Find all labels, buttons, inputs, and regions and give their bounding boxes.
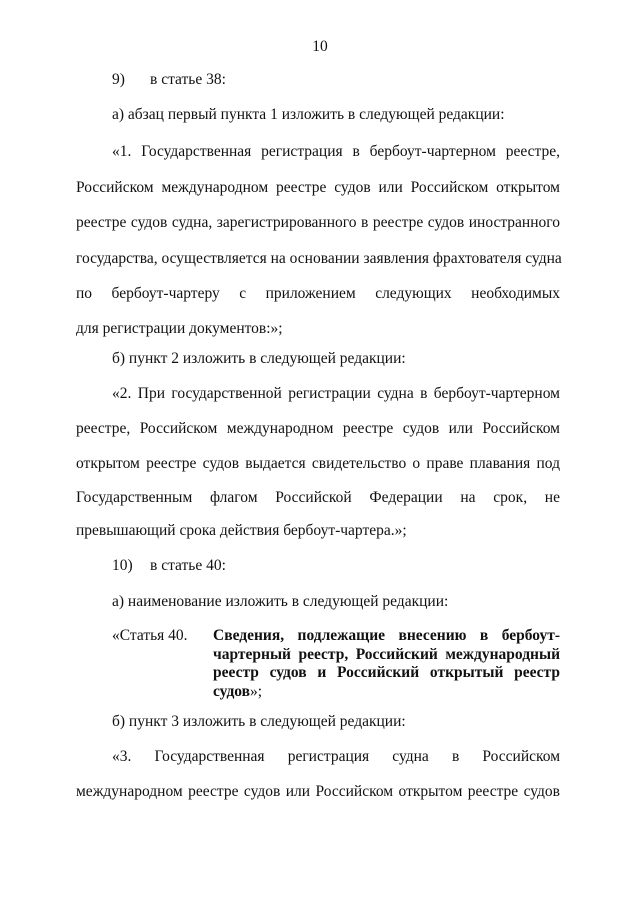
- article-title-tail: »;: [250, 682, 263, 700]
- paragraph-line: открытом реестре судов выдается свидетельство о праве плавания под: [76, 455, 560, 472]
- paragraph-line: международном реестре судов или Российском открытом реестре судов: [76, 783, 560, 800]
- paragraph-line: реестре судов судна, зарегистрированного в реестре судов иностранного: [76, 214, 560, 231]
- article-label: «Статья 40.: [112, 627, 188, 644]
- subitem-a-heading: а) наименование изложить в следующей редакции:: [112, 593, 449, 610]
- subitem-b-heading: б) пункт 3 изложить в следующей редакции:: [112, 713, 406, 730]
- paragraph-line: Российском международном реестре судов или Российском открытом: [76, 179, 560, 196]
- paragraph-line: для регистрации документов:»;: [76, 320, 283, 337]
- paragraph-line: «1. Государственная регистрация в бербоут-чартерном реестре,: [112, 143, 560, 160]
- paragraph-line: Государственным флагом Российской Федерации на срок, не: [76, 489, 560, 506]
- paragraph-line: по бербоут-чартеру с приложением следующих необходимых: [76, 285, 560, 302]
- list-item-number: 10): [112, 557, 133, 574]
- paragraph-line: превышающий срока действия бербоут-чартера.»;: [76, 522, 407, 539]
- subitem-a-heading: а) абзац первый пункта 1 изложить в следующей редакции:: [112, 106, 505, 123]
- paragraph-line: реестре, Российском международном реестре судов или Российском: [76, 420, 560, 437]
- list-item-number: 9): [112, 71, 125, 88]
- article-title-bold: Сведения, подлежащие внесению в бербоут-чартерный реестр, Российский международный реестр судов и Российский открытый реестр судов: [213, 627, 560, 700]
- subitem-b-heading: б) пункт 2 изложить в следующей редакции:: [112, 350, 406, 367]
- list-item-text: в статье 40:: [150, 557, 226, 574]
- page-number: 10: [312, 38, 328, 55]
- paragraph-line: государства, осуществляется на основании заявления фрахтователя судна: [76, 250, 562, 267]
- paragraph-line: «3. Государственная регистрация судна в Российском: [112, 748, 560, 765]
- article-title: [213, 627, 560, 701]
- list-item-text: в статье 38:: [150, 71, 226, 88]
- paragraph-line: «2. При государственной регистрации судна в бербоут-чартерном: [112, 385, 560, 402]
